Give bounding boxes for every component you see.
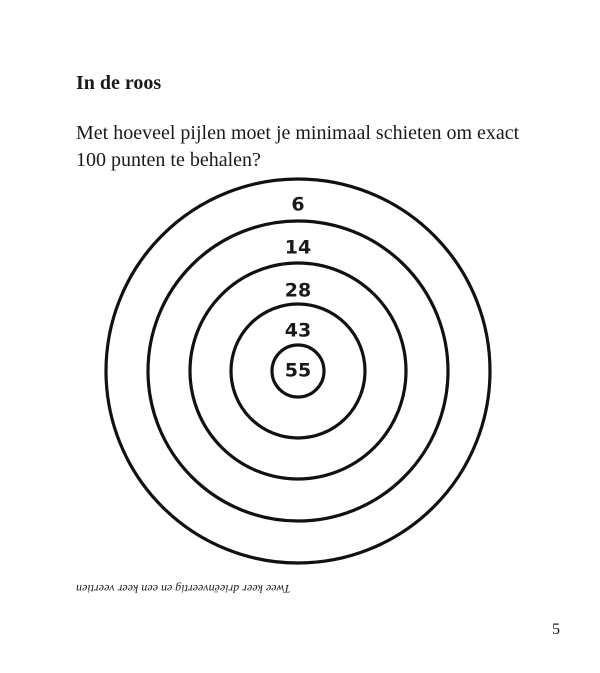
ring-label-14: 14 bbox=[284, 236, 312, 259]
ring-label-43: 43 bbox=[284, 319, 312, 342]
ring-label-6: 6 bbox=[291, 193, 305, 216]
puzzle-title: In de roos bbox=[76, 72, 162, 94]
page-number: 5 bbox=[552, 621, 560, 638]
ring-label-55: 55 bbox=[284, 359, 312, 382]
upside-down-answer: Twee keer drieënveertig en een keer veertien bbox=[76, 582, 291, 596]
puzzle-question: Met hoeveel pijlen moet je minimaal schieten om exact 100 punten te behalen? bbox=[76, 122, 520, 171]
ring-label-28: 28 bbox=[284, 279, 312, 302]
